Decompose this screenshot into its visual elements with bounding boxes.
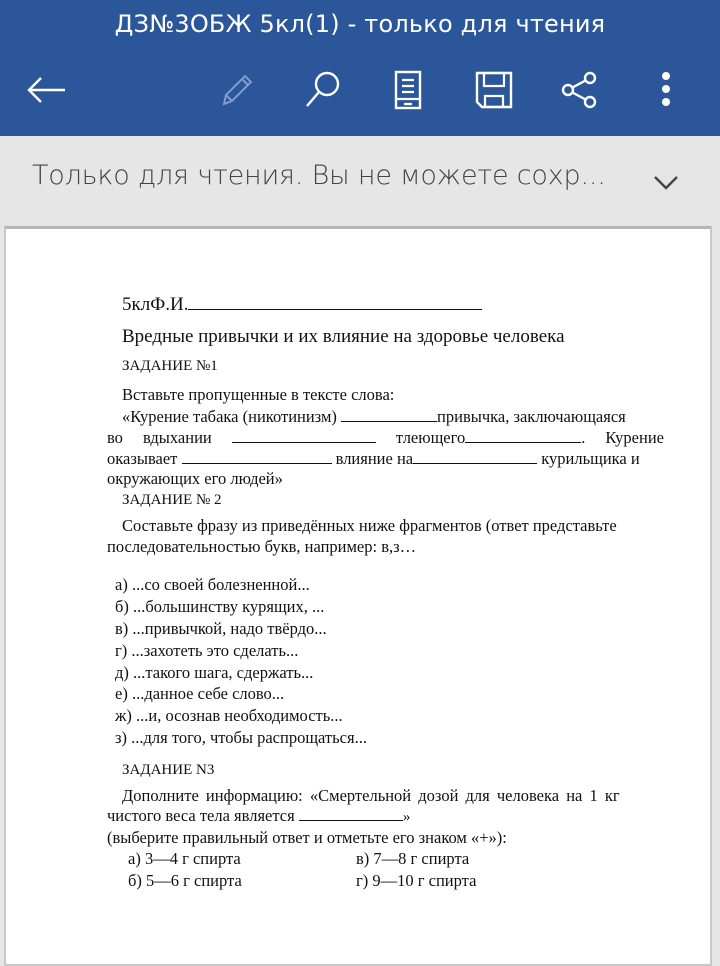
- blank-1: [341, 407, 437, 422]
- task2-item: д) ...такого шага, сдержать...: [115, 663, 314, 682]
- text: курильщика и: [541, 449, 640, 468]
- task1-line-1: [122, 407, 626, 427]
- task2-item: з) ...для того, чтобы распрощаться...: [115, 728, 367, 747]
- task2-item: е) ...данное себе слово...: [115, 684, 285, 703]
- task2-intro-1: Составьте фразу из приведённых ниже фрагментов (ответ представьте: [122, 516, 617, 535]
- document-title: ДЗ№3ОБЖ 5кл(1) - только для чтения: [114, 10, 606, 38]
- text: тлеющего: [395, 428, 466, 447]
- text: «Курение табака (никотинизм): [122, 407, 337, 426]
- text: во: [107, 428, 123, 447]
- task1-line-2: [107, 428, 664, 448]
- text: вдыхании: [143, 428, 212, 447]
- blank-3: [465, 428, 581, 443]
- task1-line-4: окружающих его людей»: [107, 469, 283, 488]
- task3-line-3: (выберите правильный ответ и отметьте его знаком «+»):: [107, 828, 507, 847]
- text: влияние на: [335, 449, 414, 468]
- name-label: 5клФ.И.: [122, 294, 189, 315]
- text: »: [402, 809, 411, 825]
- blank-6: [299, 806, 403, 821]
- task3-line-1: [122, 786, 664, 806]
- text: Дополните информацию: «Смертельной дозой для человека на 1 кг: [122, 786, 620, 805]
- task3-option: г) 9—10 г спирта: [356, 871, 477, 890]
- text: оказывает: [107, 449, 178, 468]
- task2-item: ж) ...и, осознав необходимость...: [115, 706, 343, 725]
- text: .: [581, 428, 586, 447]
- name-blank: [188, 295, 482, 310]
- text: Курение: [605, 428, 664, 447]
- task2-intro-2: последовательностью букв, например: в,з…: [107, 537, 417, 556]
- blank-4: [182, 449, 332, 464]
- task2-item: г) ...захотеть это сделать...: [115, 641, 299, 660]
- task3-label: ЗАДАНИЕ N3: [122, 762, 215, 778]
- read-only-message: Только для чтения. Вы не можете сохр...: [32, 160, 606, 191]
- task1-intro: Вставьте пропущенные в тексте слова:: [122, 385, 395, 404]
- task2-item: б) ...большинству курящих, ...: [115, 597, 325, 616]
- task2-item: в) ...привычкой, надо твёрдо...: [115, 619, 327, 638]
- task3-line-2: [107, 806, 410, 826]
- blank-5: [413, 449, 537, 464]
- text: привычка, заключающаяся: [437, 407, 626, 426]
- text: чистого веса тела является: [107, 806, 295, 825]
- blank-2: [232, 428, 376, 443]
- document-heading: Вредные привычки и их влияние на здоровье человека: [122, 326, 565, 347]
- task3-option: в) 7—8 г спирта: [356, 849, 470, 868]
- task3-option: а) 3—4 г спирта: [128, 849, 241, 868]
- task2-item: а) ...со своей болезненной...: [115, 575, 310, 594]
- task2-label: ЗАДАНИЕ № 2: [122, 492, 222, 508]
- task3-option: б) 5—6 г спирта: [128, 871, 242, 890]
- task1-line-3: [107, 449, 640, 469]
- name-line: [122, 294, 482, 316]
- task1-label: ЗАДАНИЕ №1: [122, 358, 218, 374]
